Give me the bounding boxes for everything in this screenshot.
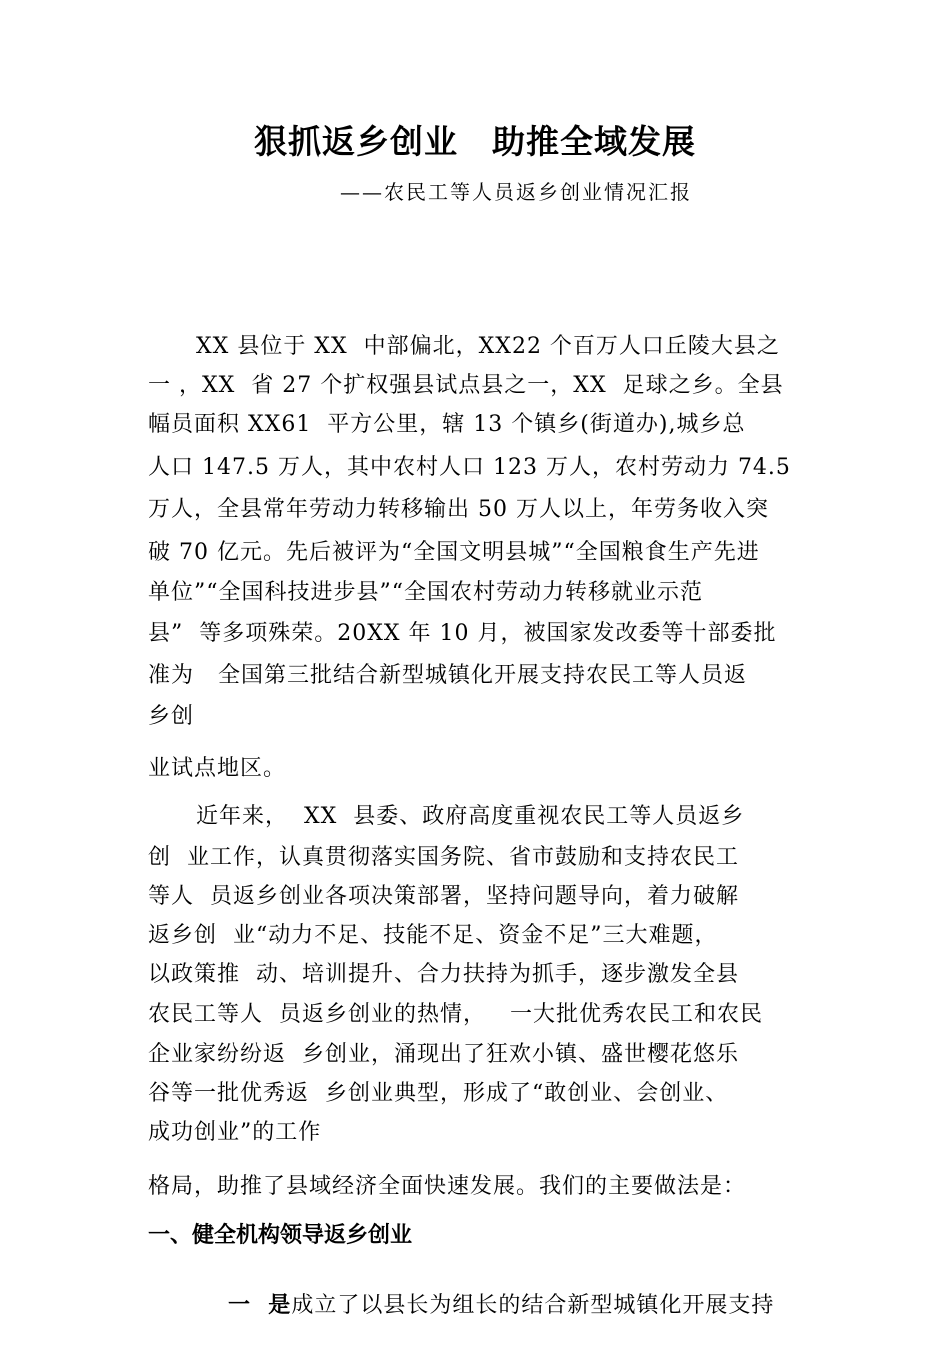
section-heading: 一、健全机构领导返乡创业	[148, 1223, 413, 1248]
paragraph-line: 县” 等多项殊荣。20XX 年 10 月，被国家发改委等十部委批	[148, 621, 777, 646]
paragraph-line: 准为 全国第三批结合新型城镇化开展支持农民工等人员返	[148, 663, 747, 688]
paragraph-line: XX 县位于 XX 中部偏北，XX22 个百万人口丘陵大县之	[196, 334, 780, 359]
paragraph-line: 创 业工作，认真贯彻落实国务院、省市鼓励和支持农民工	[148, 845, 739, 870]
document-title: 狠抓返乡创业 助推全域发展	[254, 122, 696, 161]
paragraph-line: 单位”“全国科技进步县”“全国农村劳动力转移就业示范	[148, 580, 703, 605]
paragraph-line: 格局，助推了县域经济全面快速发展。我们的主要做法是：	[148, 1174, 747, 1199]
paragraph-line: 成功创业”的工作	[148, 1120, 322, 1145]
paragraph-line: 以政策推 动、培训提升、合力扶持为抓手，逐步激发全县	[148, 962, 739, 987]
paragraph-line: 等人 员返乡创业各项决策部署，坚持问题导向，着力破解	[148, 884, 739, 909]
paragraph-line: 破 70 亿元。先后被评为“全国文明县城”“全国粮食生产先进	[148, 540, 760, 565]
paragraph-line: 业试点地区。	[148, 756, 287, 781]
paragraph-line: 谷等一批优秀返 乡创业典型，形成了“敢创业、会创业、	[148, 1081, 729, 1106]
paragraph-line: 返乡创 业“动力不足、技能不足、资金不足”三大难题，	[148, 923, 718, 948]
paragraph-lead: 一 是	[227, 1292, 292, 1318]
paragraph-line: 农民工等人 员返乡创业的热情， 一大批优秀农民工和农民	[148, 1002, 763, 1027]
paragraph-line: 近年来， XX 县委、政府高度重视农民工等人员返乡	[196, 804, 745, 829]
paragraph-line	[196, 1260, 774, 1351]
paragraph-line: 企业家纷纷返 乡创业，涌现出了狂欢小镇、盛世樱花悠乐	[148, 1042, 739, 1067]
paragraph-text: 成立了以县长为组长的结合新型城镇化开展支持	[291, 1293, 775, 1318]
document-subtitle: ——农民工等人员返乡创业情况汇报	[340, 180, 692, 204]
paragraph-line: 一 ，XX 省 27 个扩权强县试点县之一，XX 足球之乡。全县	[148, 373, 784, 398]
paragraph-line: 乡创	[148, 704, 195, 729]
paragraph-line: 万人，全县常年劳动力转移输出 50 万人以上，年劳务收入突	[148, 497, 769, 522]
paragraph-line: 人口 147.5 万人，其中农村人口 123 万人，农村劳动力 74.5	[148, 455, 791, 480]
paragraph-line: 幅员面积 XX61 平方公里，辖 13 个镇乡(街道办),城乡总	[148, 412, 746, 437]
